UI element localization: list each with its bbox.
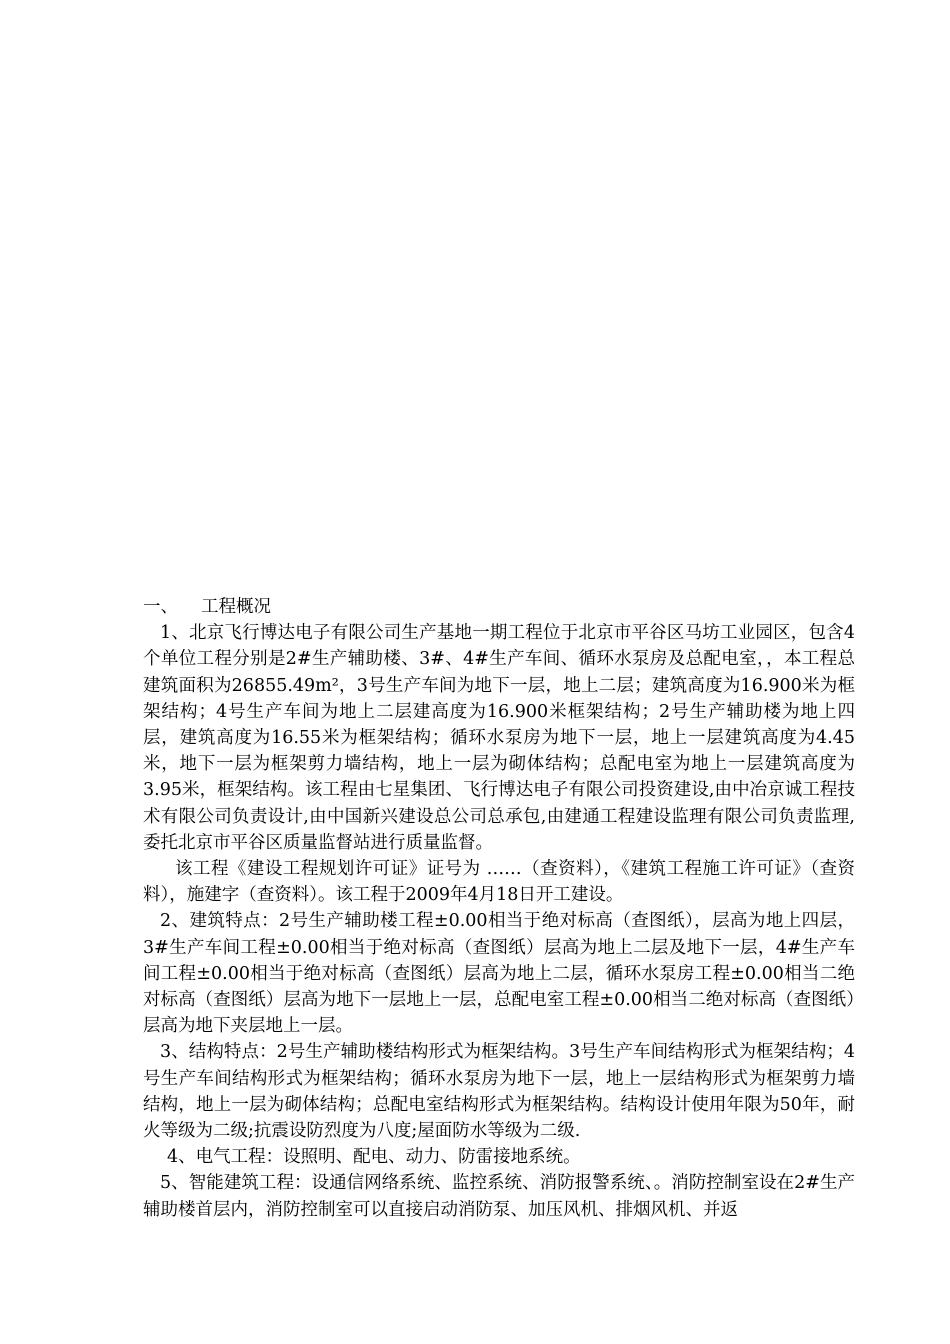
paragraph-electrical: 4、电气工程：设照明、配电、动力、防雷接地系统。	[167, 1147, 581, 1168]
section-title: 工程概况	[201, 597, 271, 617]
section-heading	[143, 594, 855, 620]
section-number: 一、	[143, 597, 178, 617]
paragraph-project-location: 1、北京飞行博达电子有限公司生产基地一期工程位于北京市平谷区马坊工业园区，包含4个单位工程分别是2#生产辅助楼、3#、4#生产车间、循环水泵房及总配电室，，本工程总建筑面积为26855.49m²，3号生产车间为地下一层，地上二层；建筑高度为16.900米为框架结构；4号生产车间为地上二层建高度为16.900米框架结构；2号生产辅助楼为地上四层，建筑高度为16.55米为框架结构；循环水泵房为地下一层，地上一层建筑高度为4.45米，地下一层为框架剪力墙结构，地上一层为砌体结构；总配电室为地上一层建筑高度为3.95米，框架结构。该工程由七星集团、飞行博达电子有限公司投资建设,由中冶京诚工程技术有限公司负责设计,由中国新兴建设总公司总承包,由建通工程建设监理有限公司负责监理,委托北京市平谷区质量监督站进行质量监督。	[143, 623, 855, 853]
paragraph-structure-features: 3、结构特点：2号生产辅助楼结构形式为框架结构。3号生产车间结构形式为框架结构；4号生产车间结构形式为框架结构；循环水泵房为地下一层，地上一层结构形式为框架剪力墙结构，地上一层为砌体结构；总配电室结构形式为框架结构。结构设计使用年限为50年，耐火等级为二级;抗震设防烈度为八度;屋面防水等级为二级.	[143, 1042, 855, 1142]
paragraph-intelligent-building: 5、智能建筑工程：设通信网络系统、监控系统、消防报警系统、。消防控制室设在2#生产辅助楼首层内，消防控制室可以直接启动消防泵、加压风机、排烟风机、并返	[143, 1173, 855, 1220]
document-body	[143, 594, 855, 1223]
paragraph-permits: 该工程《建设工程规划许可证》证号为 ……（查资料），《建筑工程施工许可证》（查资料），施建字（查资料）。该工程于2009年4月18日开工建设。	[143, 859, 855, 906]
paragraph-architecture-features: 2、建筑特点：2号生产辅助楼工程±0.00相当于绝对标高（查图纸），层高为地上四层，3#生产车间工程±0.00相当于绝对标高（查图纸）层高为地上二层及地下一层，4#生产车间工程±0.00相当于绝对标高（查图纸）层高为地上二层，循环水泵房工程±0.00相当二绝对标高（查图纸）层高为地下一层地上一层，总配电室工程±0.00相当二绝对标高（查图纸）层高为地下夹层地上一层。	[143, 911, 855, 1037]
